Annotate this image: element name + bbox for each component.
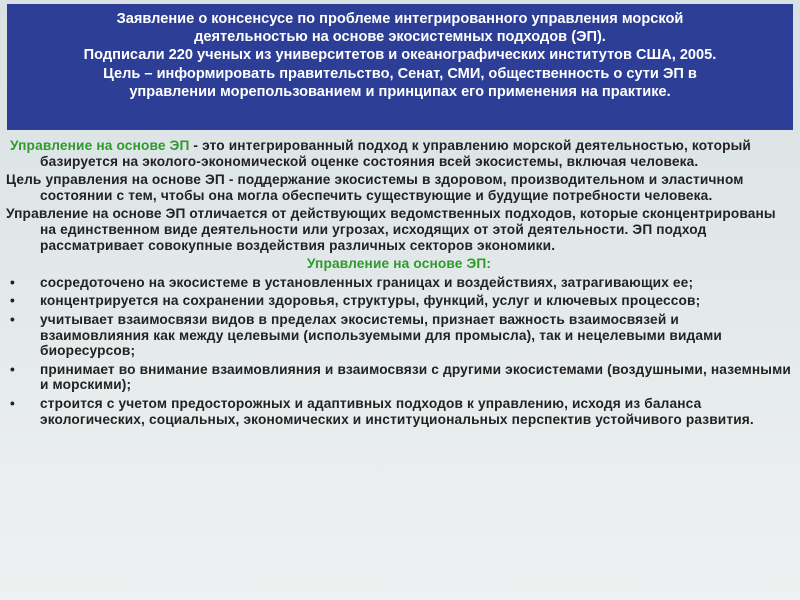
paragraph-goal	[6, 172, 792, 203]
title-line-3: Подписали 220 ученых из университетов и океанографических институтов США, 2005.	[83, 47, 717, 64]
bullet-icon: •	[10, 293, 15, 309]
goal-text: Цель управления на основе ЭП - поддержание экосистемы в здоровом, производительном и эластичном состоянии с тем, чтобы она могла обеспечить существующие и будущие потребности человека.	[6, 172, 744, 203]
list-item	[6, 362, 792, 393]
slide-title-box	[7, 4, 793, 130]
list-item	[6, 312, 792, 359]
title-line-1: Заявление о консенсусе по проблеме интегрированного управления морской	[116, 11, 684, 27]
paragraph-difference	[6, 206, 792, 253]
list-item-text: учитывает взаимосвязи видов в пределах экосистемы, признает важность взаимосвязей и взаимовлияния как между целевыми (используемыми для промысла), так и нецелевыми видами биоресурсов;	[40, 311, 722, 359]
difference-text: Управление на основе ЭП отличается от действующих ведомственных подходов, которые сконцентрированы на единственном виде деятельности или угрозах, исходящих от этой деятельности. ЭП подход рассматривает совокупные воздействия различных секторов экономики.	[6, 206, 776, 253]
section-heading: Управление на основе ЭП:	[306, 256, 492, 272]
list-item-text: концентрируется на сохранении здоровья, структуры, функций, услуг и ключевых процессов;	[40, 293, 701, 309]
list-item-text: принимает во внимание взаимовлияния и взаимосвязи с другими экосистемами (воздушными, наземными и морскими);	[40, 361, 791, 393]
definition-text: - это интегрированный подход к управлению морской деятельностью, который базируется на эколого-экономической оценке состояния всей экосистемы, включая человека.	[40, 138, 751, 169]
bullet-icon: •	[10, 274, 15, 290]
bullet-icon: •	[10, 361, 15, 377]
title-line-5: управлении морепользованием и принципах его применения на практике.	[129, 83, 671, 100]
list-item-text: строится с учетом предосторожных и адаптивных подходов к управлению, исходя из баланса экологических, социальных, экономических и институциональных перспектив устойчивого развития.	[40, 395, 754, 427]
list-item-text: сосредоточено на экосистеме в установленных границах и воздействиях, затрагивающих ее;	[40, 274, 694, 290]
bullet-icon: •	[10, 311, 15, 327]
list-item	[6, 396, 792, 427]
definition-term: Управление на основе ЭП	[10, 138, 190, 153]
slide-body	[6, 138, 792, 430]
bullet-icon: •	[10, 395, 15, 411]
bullet-list	[6, 275, 792, 427]
paragraph-definition	[6, 138, 792, 169]
title-line-4: Цель – информировать правительство, Сенат, СМИ, общественность о сути ЭП в	[103, 65, 697, 82]
list-item	[6, 293, 792, 309]
title-line-2: деятельностью на основе экосистемных подходов (ЭП).	[194, 29, 606, 46]
list-item	[6, 275, 792, 291]
